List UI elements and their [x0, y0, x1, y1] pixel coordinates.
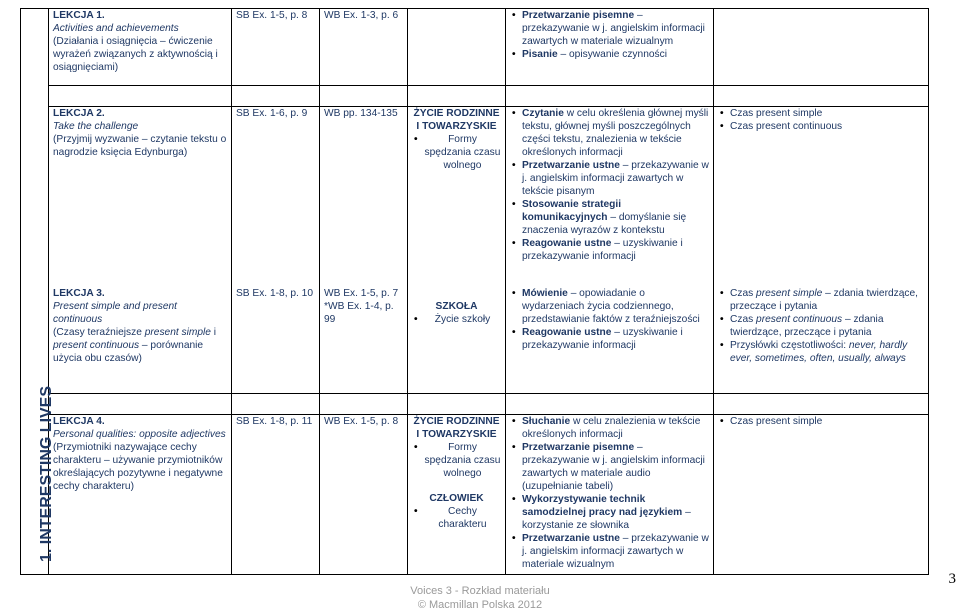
footer-copyright: © Macmillan Polska 2012 [417, 599, 543, 611]
grammar-item: • Czas present continuous [718, 120, 924, 133]
lesson-label: LEKCJA 2. [53, 108, 105, 119]
lesson-title-en: Present simple and present continuous [53, 301, 178, 325]
lesson-row-1 [21, 9, 929, 86]
footer-title: Voices 3 - Rozkład materiału [410, 585, 550, 597]
grammar-item: • Czas present continuous – zdania twierdzące, przeczące i pytania [718, 313, 924, 339]
skill-item: • Stosowanie strategii komunikacyjnych – domyślanie się znaczenia wyrazów z kontekstu [510, 198, 709, 237]
lesson-title-pl: (Działania i osiągnięcia – ćwiczenie wyrażeń związanych z aktywnością i osiągnięciami) [53, 36, 218, 73]
grammar-item: • Przysłówki częstotliwości: never, hardly ever, sometimes, often, usually, always [718, 339, 924, 365]
skill-item: • Przetwarzanie ustne – przekazywanie w j. angielskim informacji zawartych w materiale wizualnym [510, 532, 709, 571]
lesson-title-pl: (Przymiotniki nazywające cechy charakteru – używanie przymiotników określających pozytywne i negatywne cechy charakteru) [53, 442, 223, 492]
skill-item: • Pisanie – opisywanie czynności [510, 48, 709, 61]
skill-item: • Czytanie w celu określenia głównej myśli tekstu, głównej myśli poszczególnych części tekstu, znalezienia w tekście określonych informacji [510, 107, 709, 159]
skill-item: • Przetwarzanie pisemne – przekazywanie w j. angielskim informacji zawartych w materiale wizualnym [510, 9, 709, 48]
lesson-plan-table [20, 8, 929, 575]
wb-exercises: WB pp. 134-135 WB Ex. 1-5, p. 7 *WB Ex. 1-4, p. 99 [320, 107, 408, 394]
grammar-cell [714, 415, 929, 575]
lesson-title-pl: (Czasy teraźniejsze present simple i present continuous – porównanie użycia obu czasów) [53, 327, 217, 364]
row-spacer [21, 86, 929, 107]
lesson-title-pl: (Przyjmij wyzwanie – czytanie tekstu o nagrodzie księcia Edynburga) [53, 134, 227, 158]
skills-cell [506, 9, 714, 86]
sb-exercises: SB Ex. 1-8, p. 11 [232, 415, 320, 575]
lesson-description [49, 107, 232, 394]
lesson-title-en: Activities and achievements [53, 23, 179, 34]
skill-item: • Reagowanie ustne – uzyskiwanie i przekazywanie informacji [510, 237, 709, 263]
lesson-description [49, 415, 232, 575]
skill-item: • Przetwarzanie ustne – przekazywanie w j. angielskim informacji zawartych w tekście pisanym [510, 159, 709, 198]
grammar-item: • Czas present simple [718, 107, 924, 120]
skill-item: • Mówienie – opowiadanie o wydarzeniach życia codziennego, przedstawianie faktów z teraźniejszości [510, 287, 709, 326]
skills-cell [506, 415, 714, 575]
topic-cell: ŻYCIE RODZINNE I TOWARZYSKIE • Formy spędzania czasu wolnego CZŁOWIEK • Cechy charakteru [408, 415, 506, 575]
lesson-label: LEKCJA 3. [53, 288, 105, 299]
grammar-item: • Czas present simple – zdania twierdzące, przeczące i pytania [718, 287, 924, 313]
row-spacer [21, 394, 929, 415]
wb-exercises: WB Ex. 1-3, p. 6 [320, 9, 408, 86]
skill-item: • Słuchanie w celu znalezienia w tekście określonych informacji [510, 415, 709, 441]
lesson-description [49, 9, 232, 86]
lesson-title-en: Personal qualities: opposite adjectives [53, 429, 226, 440]
unit-title: 1. INTERESTING LIVES [38, 385, 55, 562]
grammar-cell [714, 9, 929, 86]
unit-cell [21, 9, 55, 575]
lesson-row-4 [21, 415, 929, 575]
lesson-title-en: Take the challenge [53, 121, 139, 132]
skill-item: • Przetwarzanie pisemne – przekazywanie w j. angielskim informacji zawartych w materiale audio (uzupełnianie tabeli) [510, 441, 709, 493]
wb-exercises: WB Ex. 1-5, p. 8 [320, 415, 408, 575]
skill-item: • Wykorzystywanie technik samodzielnej pracy nad językiem – korzystanie ze słownika [510, 493, 709, 532]
topic-cell [408, 9, 506, 86]
lesson-label: LEKCJA 1. [53, 10, 105, 21]
sb-exercises: SB Ex. 1-6, p. 9 SB Ex. 1-8, p. 10 [232, 107, 320, 394]
sb-exercises: SB Ex. 1-5, p. 8 [232, 9, 320, 86]
topic-cell: ŻYCIE RODZINNE I TOWARZYSKIE • Formy spędzania czasu wolnego SZKOŁA • Życie szkoły [408, 107, 506, 394]
skills-cell [506, 107, 714, 394]
grammar-cell [714, 107, 929, 394]
page-number: 3 [948, 571, 956, 587]
skill-item: • Reagowanie ustne – uzyskiwanie i przekazywanie informacji [510, 326, 709, 352]
lesson-row-2-3 [21, 107, 929, 394]
lesson-label: LEKCJA 4. [53, 416, 105, 427]
grammar-item: • Czas present simple [718, 415, 924, 428]
